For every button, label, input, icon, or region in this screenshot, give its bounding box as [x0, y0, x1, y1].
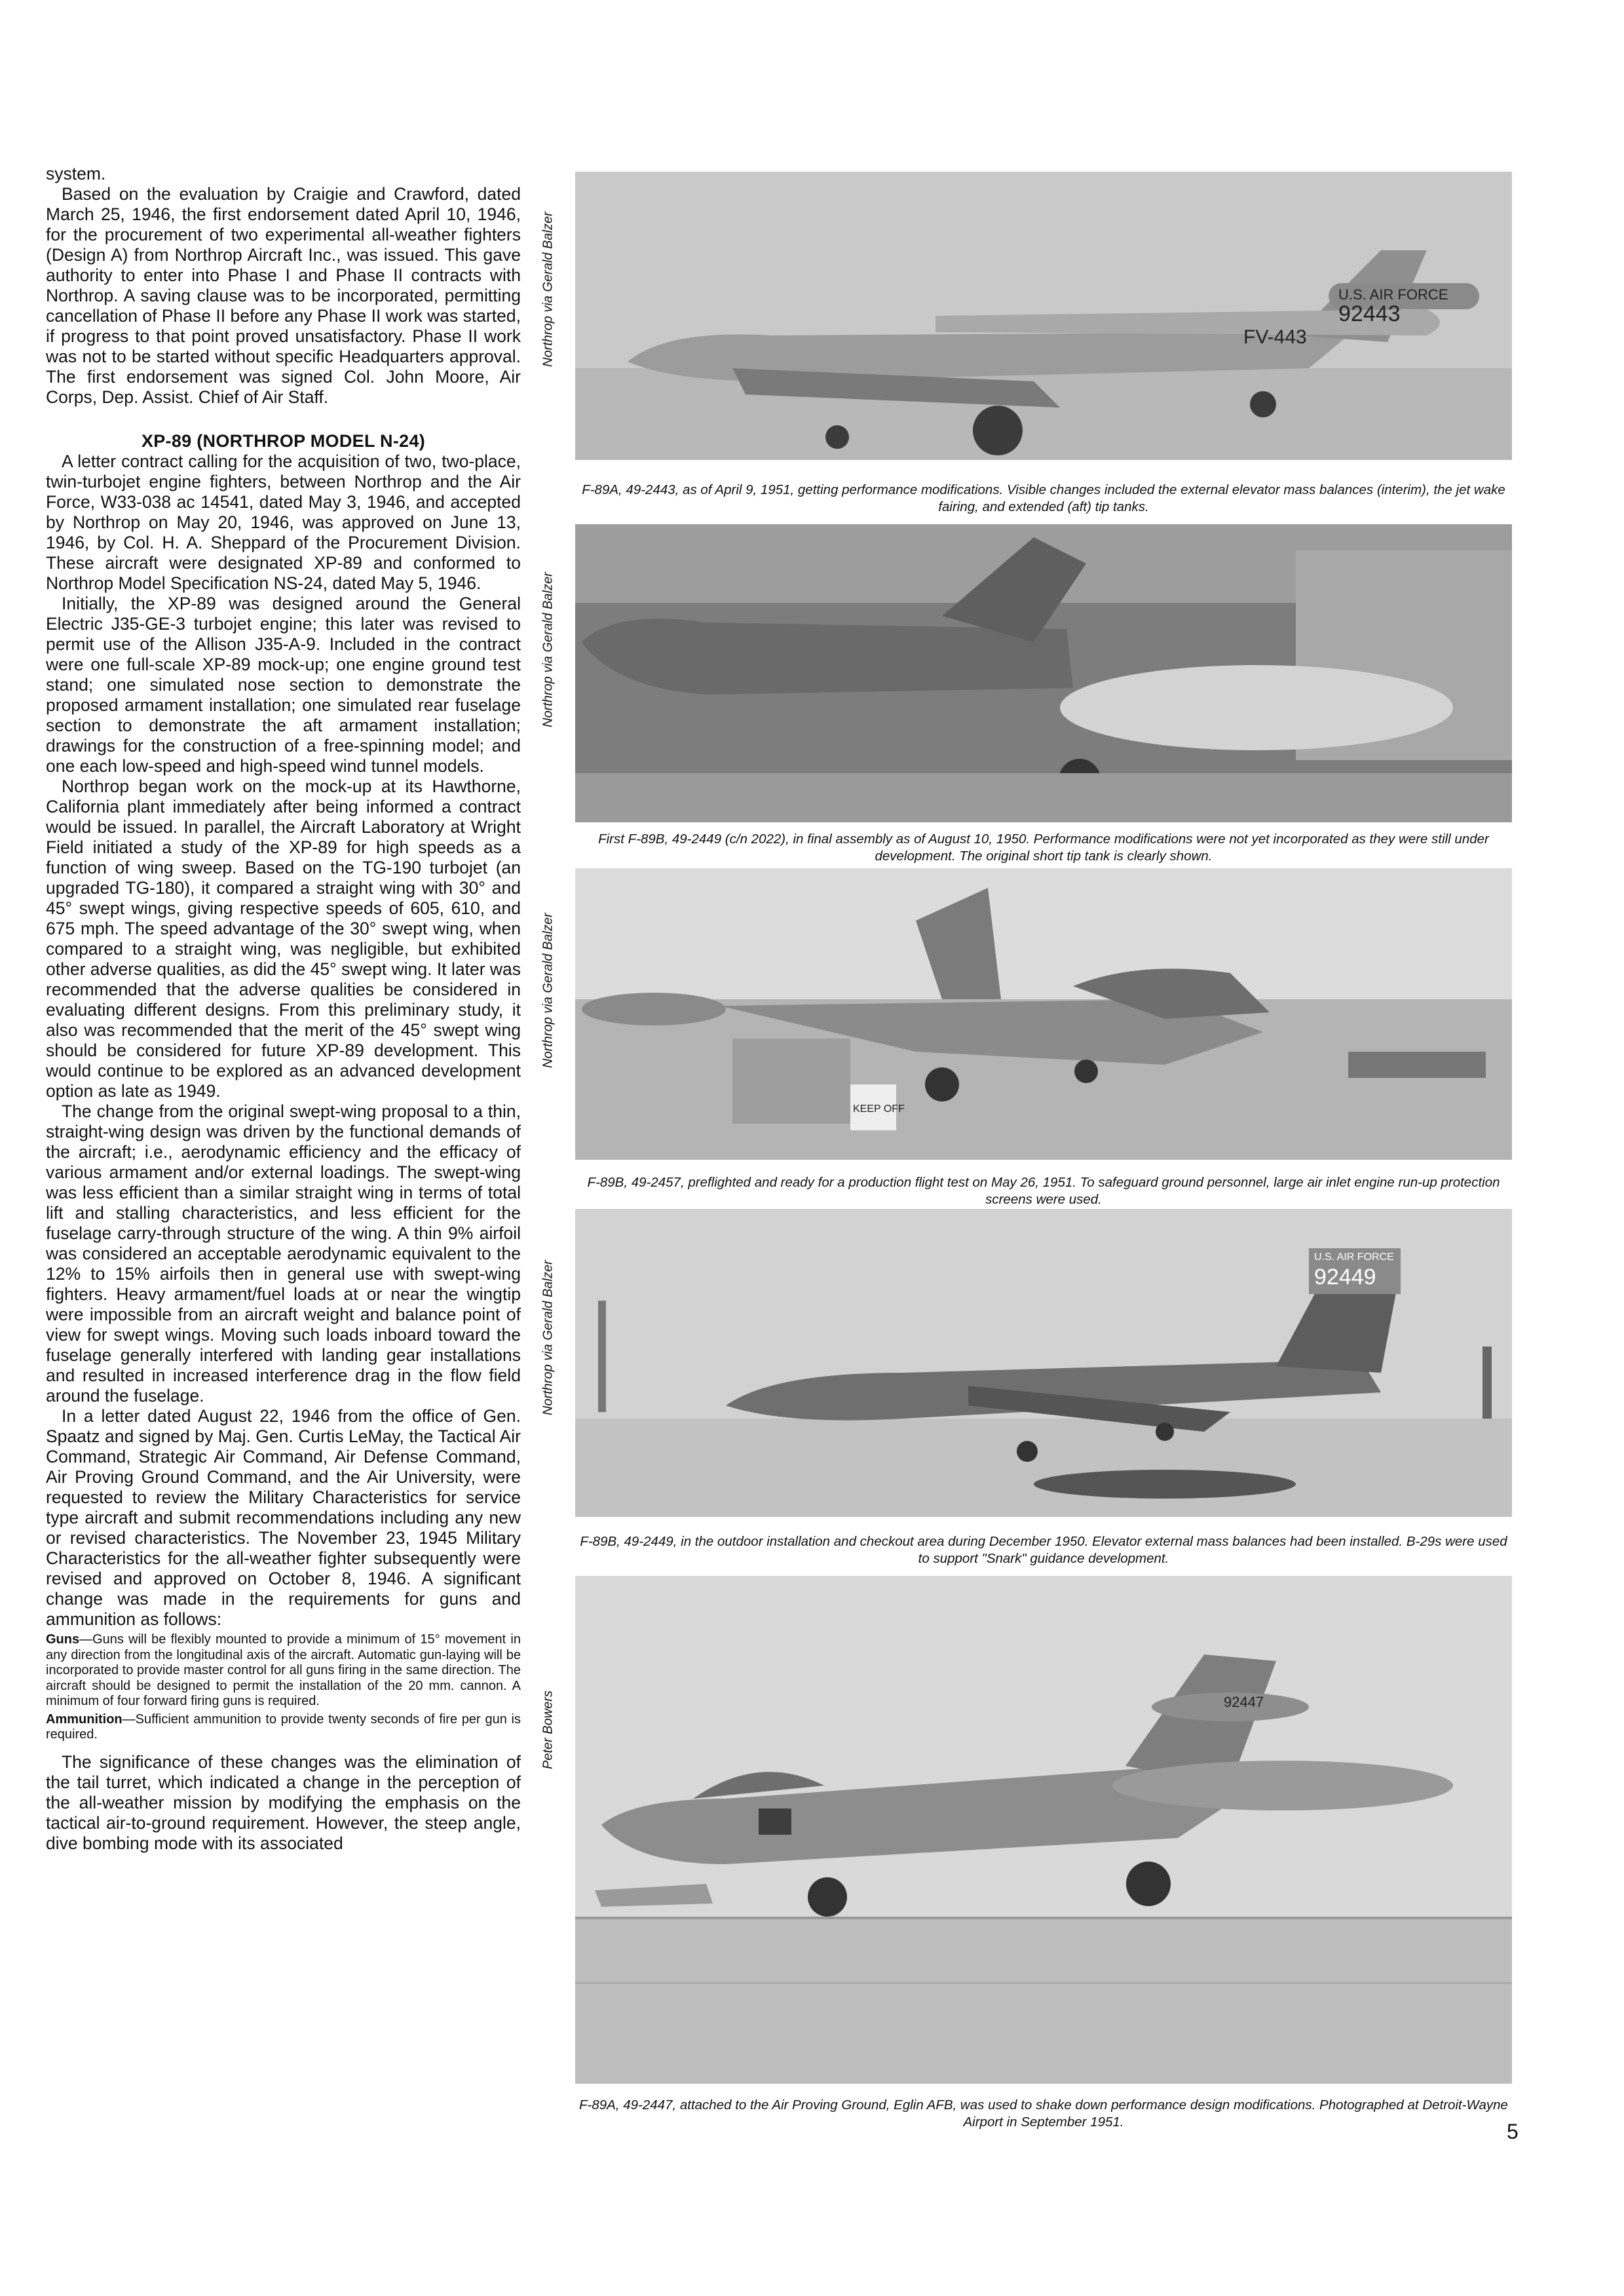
buzz-number: FV-443 [1243, 326, 1307, 348]
aircraft-photo-4 [575, 1209, 1512, 1517]
tail-serial: 92449 [1314, 1265, 1376, 1290]
ammunition-text: —Sufficient ammunition to provide twenty seconds of fire per gun is required. [46, 1712, 521, 1742]
aircraft-photo-3 [575, 868, 1512, 1160]
photo-f89a-2447 [575, 1576, 1512, 2084]
paragraph-initially: Initially, the XP-89 was designed around the General Electric J35-GE-3 turbojet engine; this later was revised to permit use of the Allison J35-A-9. Included in the contract were one full-scale XP-89 mock-up; one engine ground test stand; one simulated nose section to demonstrate the proposed armament installation; one simulated rear fuselage section to demonstrate the aft armament installation; drawings for the construction of a free-spinning model; and one each low-speed and high-speed wind tunnel models. [46, 594, 521, 776]
photo-caption-2: First F-89B, 49-2449 (c/n 2022), in final assembly as of August 10, 1950. Performance modifications were not yet incorporated as they were still under development. The original short tip tank is clearly shown. [598, 832, 1489, 864]
photo-caption-5: F-89A, 49-2447, attached to the Air Proving Ground, Eglin AFB, was used to shake down performance design modifications. Photographed at Detroit-Wayne Airport in September 1951. [579, 2097, 1508, 2130]
paragraph-change: The change from the original swept-wing proposal to a thin, straight-wing design was driven by the functional demands of the aircraft; i.e., aerodynamic efficiency and the efficacy of various armament and/or external loadings. The swept-wing was less efficient than a similar straight wing in terms of total lift and stalling characteristics, and less efficient for the fuselage carry-through structure of the wing. A thin 9% airfoil was considered an acceptable aerodynamic equivalent to the 12% to 15% airfoils then in general use with swept-wing fighters. Heavy armament/fuel loads at or near the wingtip were impossible from an aircraft weight and balance point of view for swept wings. Moving such loads inboard toward the fuselage generally interfered with landing gear installations and resulted in increased interference drag in the flow field around the fuselage. [46, 1101, 521, 1406]
aircraft-photo-1 [575, 172, 1512, 460]
aircraft-photo-2 [575, 524, 1512, 822]
tail-marking: U.S. AIR FORCE [1314, 1252, 1394, 1263]
text-column [46, 164, 521, 1854]
guns-text: —Guns will be flexibly mounted to provide a minimum of 15° movement in any direction from the longitudinal axis of the aircraft. Automatic gun-laying will be incorporated to provide master control for all guns firing in the same direction. The aircraft should be designed to permit the installation of the 20 mm. cannon. A minimum of four forward firing guns is required. [46, 1632, 521, 1708]
photo-caption-4: F-89B, 49-2449, in the outdoor installation and checkout area during December 1950. Elevator external mass balances had been installed. B-29s were used to support "Snark" guidance development. [580, 1534, 1507, 1566]
guns-label: Guns [46, 1632, 80, 1647]
paragraph-system: system. [46, 164, 106, 183]
tail-marking: U.S. AIR FORCE [1338, 286, 1448, 303]
photo-f89b-2449-outdoor [575, 1209, 1512, 1517]
photo-f89b-2449-assembly [575, 524, 1512, 822]
photo-caption-3: F-89B, 49-2457, preflighted and ready for a production flight test on May 26, 1951. To safeguard ground personnel, large air inlet engine run-up protection screens were used. [587, 1175, 1500, 1207]
paragraph-significance: The significance of these changes was the elimination of the tail turret, which indicated a change in the perception of the all-weather mission by modifying the emphasis on the tactical air-to-ground requirement. However, the steep angle, dive bombing mode with its associated [46, 1751, 521, 1853]
paragraph-contract: A letter contract calling for the acquisition of two, two-place, twin-turbojet engine fighters, between Northrop and the Air Force, W33-038 ac 14541, dated May 3, 1946, and accepted by Northrop on May 20, 1946, was approved on June 13, 1946, by Col. H. A. Sheppard of the Procurement Division. These aircraft were designated XP-89 and conformed to Northrop Model Specification NS-24, dated May 5, 1946. [46, 451, 521, 593]
photo-f89b-2457 [575, 868, 1512, 1160]
paragraph-letter: In a letter dated August 22, 1946 from the office of Gen. Spaatz and signed by Maj. Gen. Curtis LeMay, the Tactical Air Command, Strategic Air Command, Air Defense Command, Air Proving Ground Command, and the Air University, were requested to review the Military Characteristics for service type aircraft and submit recommendations including any new or revised characteristics. The November 23, 1945 Military Characteristics for the all-weather fighter subsequently were revised and approved on October 8, 1946. A significant change was made in the requirements for guns and ammunition as follows: [46, 1406, 521, 1629]
paragraph-mockup: Northrop began work on the mock-up at its Hawthorne, California plant immediately after being informed a contract would be issued. In parallel, the Aircraft Laboratory at Wright Field initiated a study of the XP-89 for high speeds as a function of wing sweep. Based on the TG-190 turbojet (an upgraded TG-180), it compared a straight wing with 30° and 45° swept wings, giving respective speeds of 605, 610, and 675 mph. The speed advantage of the 30° swept wing, when compared to a straight wing, was negligible, but exhibited other adverse qualities, as did the 45° swept wing. It later was recommended that the adverse qualities be considered in evaluating different designs. From this preliminary study, it also was recommended that the merit of the 45° swept wing should be considered for future XP-89 development. This would continue to be explored as an advanced development option as late as 1949. [46, 776, 521, 1101]
photo-credit-5: Peter Bowers [540, 1690, 556, 1769]
photo-caption-1: F-89A, 49-2443, as of April 9, 1951, getting performance modifications. Visible changes included the external elevator mass balances (interim), the jet wake fairing, and extended (aft) tip tanks. [582, 482, 1505, 514]
section-heading: XP-89 (NORTHROP MODEL N-24) [141, 431, 426, 451]
tail-serial: 92447 [1224, 1694, 1264, 1710]
ammunition-requirement [46, 1712, 521, 1743]
ammunition-label: Ammunition [46, 1712, 123, 1727]
photo-f89a-2443 [575, 172, 1512, 460]
photo-credit-1: Northrop via Gerald Balzer [540, 212, 556, 367]
photo-credit-2: Northrop via Gerald Balzer [540, 572, 556, 727]
aircraft-photo-5 [575, 1576, 1512, 2084]
tail-serial: 92443 [1338, 301, 1401, 326]
keep-off-sign: KEEP OFF [853, 1103, 905, 1115]
photo-credit-4: Northrop via Gerald Balzer [540, 1260, 556, 1415]
page-number: 5 [1507, 2120, 1519, 2143]
photo-credit-3: Northrop via Gerald Balzer [540, 913, 556, 1068]
paragraph-evaluation: Based on the evaluation by Craigie and Crawford, dated March 25, 1946, the first endorsement dated April 10, 1946, for the procurement of two experimental all-weather fighters (Design A) from Northrop Aircraft Inc., was issued. This gave authority to enter into Phase I and Phase II contracts with Northrop. A saving clause was to be incorporated, permitting cancellation of Phase II before any Phase II work was started, if progress to that point proved unsatisfactory. Phase II work was not to be started without specific Headquarters approval. The first endorsement was signed Col. John Moore, Air Corps, Dep. Assist. Chief of Air Staff. [46, 184, 521, 407]
guns-requirement [46, 1632, 521, 1710]
